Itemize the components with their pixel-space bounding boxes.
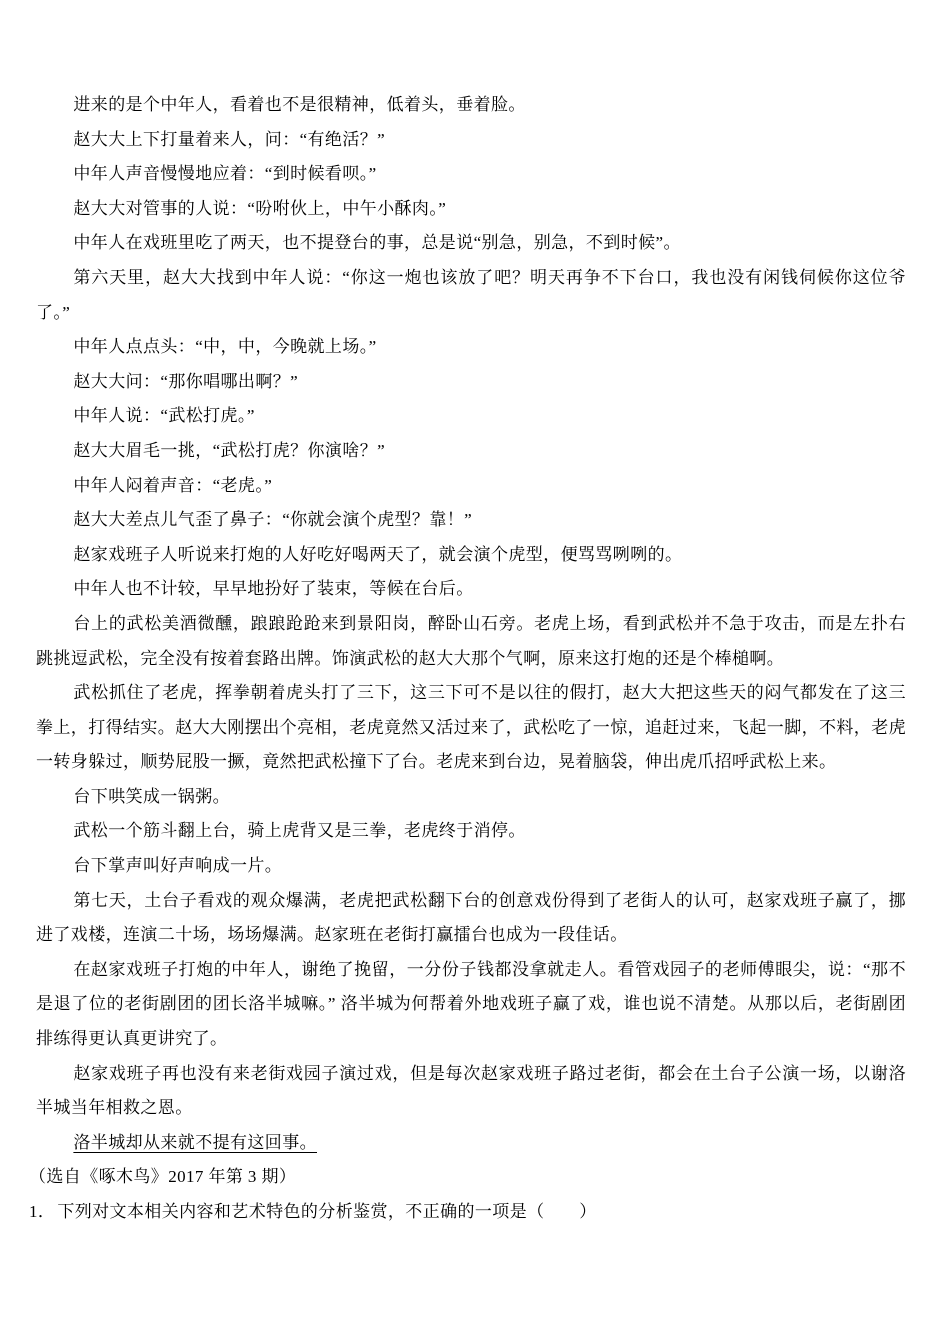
story-paragraph-7: 中年人点点头：“中，中，今晚就上场。”: [73, 337, 377, 357]
question-text: 下列对文本相关内容和艺术特色的分析鉴赏，不正确的一项是（ ）: [57, 1202, 597, 1221]
story-paragraph-22: 赵家戏班子再也没有来老街戏园子演过戏，但是每次赵家戏班子路过老街，都会在土台子公演一场，以谢洛半城当年相救之恩。: [36, 1063, 906, 1118]
story-paragraph-6: 第六天里，赵大大找到中年人说：“你这一炮也该放了吧？明天再争不下台口，我也没有闲钱伺候你这位爷了。”: [36, 267, 906, 322]
story-text-body: [29, 88, 906, 1230]
story-paragraph-11: 中年人闷着声音：“老虎。”: [73, 475, 273, 495]
story-paragraph-2: 赵大大上下打量着来人，问：“有绝活？”: [73, 129, 386, 149]
story-paragraph-20: 第七天，土台子看戏的观众爆满，老虎把武松翻下台的创意戏份得到了老街人的认可，赵家戏班子赢了，挪进了戏楼，连演二十场，场场爆满。赵家班在老街打赢擂台也成为一段佳话。: [36, 890, 906, 945]
story-paragraph-1: 进来的是个中年人，看着也不是很精神，低着头，垂着脸。: [73, 95, 526, 114]
source-attribution: （选自《啄木鸟》2017 年第 3 期）: [29, 1167, 297, 1187]
story-paragraph-5: 中年人在戏班里吃了两天，也不提登台的事，总是说“别急，别急，不到时候”。: [73, 233, 681, 253]
question-number: 1．: [29, 1202, 56, 1221]
story-paragraph-16: 武松抓住了老虎，挥拳朝着虎头打了三下，这三下可不是以往的假打，赵大大把这些天的闷气都发在了这三拳上，打得结实。赵大大刚摆出个亮相，老虎竟然又活过来了，武松吃了一惊，追赶过来，飞起一脚，不料，老虎一转身躲过，顺势屁股一撅，竟然把武松撞下了台。老虎来到台边，晃着脑袋，伸出虎爪招呼武松上来。: [36, 683, 906, 772]
story-paragraph-4: 赵大大对管事的人说：“吩咐伙上，中午小酥肉。”: [73, 198, 447, 218]
question-1: [29, 1195, 906, 1230]
story-paragraph-14: 中年人也不计较，早早地扮好了装束，等候在台后。: [73, 579, 474, 599]
story-paragraph-12: 赵大大差点儿气歪了鼻子：“你就会演个虎型？靠！”: [73, 510, 473, 530]
story-paragraph-19: 台下掌声叫好声响成一片。: [73, 856, 283, 876]
story-paragraph-8: 赵大大问：“那你唱哪出啊？”: [73, 371, 299, 391]
story-paragraph-3: 中年人声音慢慢地应着：“到时候看呗。”: [73, 164, 377, 184]
story-paragraph-9: 中年人说：“武松打虎。”: [73, 406, 255, 426]
story-paragraph-13: 赵家戏班子人听说来打炮的人好吃好喝两天了，就会演个虎型，便骂骂咧咧的。: [73, 544, 683, 564]
underlined-sentence-text: 洛半城却从来就不提有这回事。: [73, 1132, 317, 1152]
underlined-closing-sentence: [36, 1126, 906, 1161]
story-paragraph-10: 赵大大眉毛一挑，“武松打虎？你演啥？”: [73, 440, 386, 460]
story-paragraph-21: 在赵家戏班子打炮的中年人，谢绝了挽留，一分份子钱都没拿就走人。看管戏园子的老师傅眼尖，说：“那不是退了位的老街剧团的团长洛半城嘛。” 洛半城为何帮着外地戏班子赢了戏，谁也说不清楚。从那以后，老街剧团排练得更认真更讲究了。: [36, 959, 906, 1049]
story-paragraph-15: 台上的武松美酒微醺，踉踉跄跄来到景阳岗，醉卧山石旁。老虎上场，看到武松并不急于攻击，而是左扑右跳挑逗武松，完全没有按着套路出牌。饰演武松的赵大大那个气啊，原来这打炮的还是个棒槌啊。: [36, 613, 906, 668]
story-paragraph-17: 台下哄笑成一锅粥。: [73, 786, 230, 806]
story-paragraph-18: 武松一个筋斗翻上台，骑上虎背又是三拳，老虎终于消停。: [73, 821, 526, 841]
